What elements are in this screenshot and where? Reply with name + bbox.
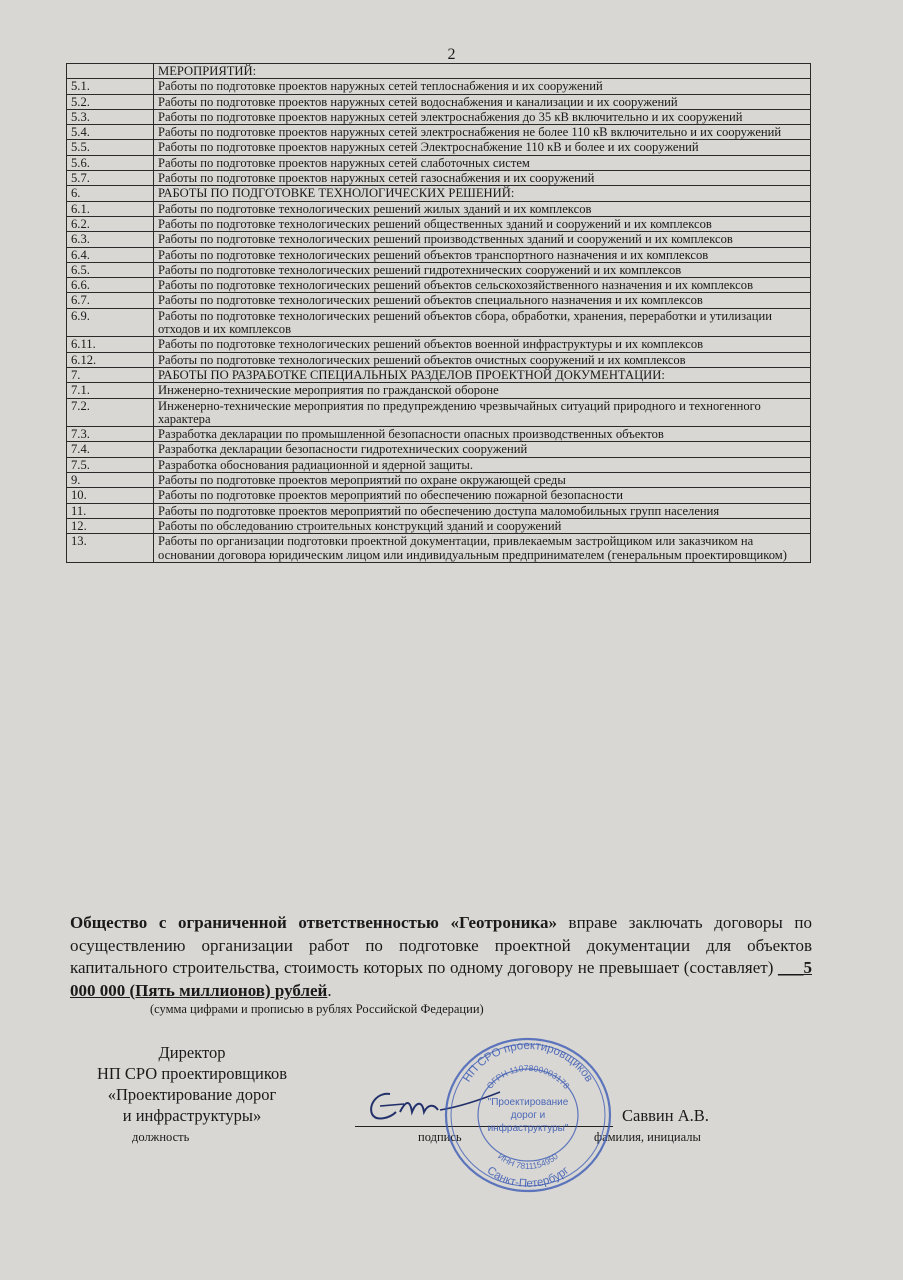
organization-name: Общество с ограниченной ответственностью «Геотроника»: [70, 913, 557, 932]
table-row: [67, 383, 811, 398]
seal-center-line1: "Проектирование: [487, 1097, 569, 1108]
signer-position-block: [64, 1042, 320, 1126]
table-row: [67, 201, 811, 216]
table-row: [67, 534, 811, 563]
row-number-cell: 10.: [67, 488, 154, 503]
row-number-cell: 7.2.: [67, 398, 154, 427]
row-description-cell: Работы по подготовке проектов наружных сетей теплоснабжения и их сооружений: [154, 79, 811, 94]
row-description-cell: Работы по подготовке проектов наружных сетей Электроснабжение 110 кВ и более и их сооружений: [154, 140, 811, 155]
row-number-cell: 5.4.: [67, 125, 154, 140]
row-description-cell: РАБОТЫ ПО ПОДГОТОВКЕ ТЕХНОЛОГИЧЕСКИХ РЕШЕНИЙ:: [154, 186, 811, 201]
table-row: [67, 503, 811, 518]
table-row: [67, 488, 811, 503]
row-description-cell: РАБОТЫ ПО РАЗРАБОТКЕ СПЕЦИАЛЬНЫХ РАЗДЕЛОВ ПРОЕКТНОЙ ДОКУМЕНТАЦИИ:: [154, 367, 811, 382]
row-description-cell: Работы по подготовке проектов мероприятий по обеспечению доступа маломобильных групп населения: [154, 503, 811, 518]
table-row: [67, 262, 811, 277]
row-number-cell: 7.5.: [67, 457, 154, 472]
row-description-cell: Работы по подготовке технологических решений гидротехнических сооружений и их комплексов: [154, 262, 811, 277]
table-row: [67, 94, 811, 109]
row-number-cell: 5.6.: [67, 155, 154, 170]
row-description-cell: Работы по подготовке технологических решений объектов транспортного назначения и их комплексов: [154, 247, 811, 262]
row-number-cell: 12.: [67, 518, 154, 533]
signer-position-line3: «Проектирование дорог: [107, 1085, 277, 1104]
row-number-cell: 5.5.: [67, 140, 154, 155]
table-row: [67, 427, 811, 442]
row-description-cell: Инженерно-технические мероприятия по предупреждению чрезвычайных ситуаций природного и техногенного характера: [154, 398, 811, 427]
table-row: [67, 140, 811, 155]
table-row: [67, 352, 811, 367]
row-number-cell: 6.11.: [67, 337, 154, 352]
table-row: [67, 171, 811, 186]
signer-position-line2: НП СРО проектировщиков: [96, 1064, 288, 1083]
page-number: 2: [447, 46, 456, 63]
seal-ogrn-text: ОГРН 1107800003178: [484, 1062, 572, 1091]
work-types-table: [66, 63, 811, 563]
row-number-cell: 6.12.: [67, 352, 154, 367]
table-row: [67, 278, 811, 293]
row-number-cell: 6.2.: [67, 216, 154, 231]
seal-inn-text: ИНН 7811154950: [496, 1151, 560, 1172]
row-description-cell: Работы по подготовке технологических решений объектов сбора, обработки, хранения, переработки и утилизации отходов и их комплексов: [154, 308, 811, 337]
seal-center-line2: дорог и: [510, 1110, 546, 1121]
table-row: [67, 398, 811, 427]
signer-position-line1: Директор: [158, 1043, 226, 1062]
row-number-cell: 9.: [67, 473, 154, 488]
organization-seal: [438, 1035, 618, 1195]
full-name-label: фамилия, инициалы: [594, 1130, 701, 1144]
row-description-cell: Работы по подготовке проектов наружных сетей газоснабжения и их сооружений: [154, 171, 811, 186]
table-row: [67, 109, 811, 124]
row-description-cell: Работы по подготовке технологических решений объектов военной инфраструктуры и их комплексов: [154, 337, 811, 352]
seal-city-text: Санкт-Петербург: [484, 1164, 572, 1191]
row-number-cell: 6.7.: [67, 293, 154, 308]
table-row: [67, 473, 811, 488]
row-description-cell: Разработка обоснования радиационной и ядерной защиты.: [154, 457, 811, 472]
row-description-cell: Работы по подготовке проектов мероприятий по обеспечению пожарной безопасности: [154, 488, 811, 503]
row-description-cell: Инженерно-технические мероприятия по гражданской обороне: [154, 383, 811, 398]
row-number-cell: 13.: [67, 534, 154, 563]
seal-center-line3: инфраструктуры": [487, 1123, 569, 1134]
row-description-cell: Работы по организации подготовки проектной документации, привлекаемым застройщиком или заказчиком на основании договора юридическим лицом или индивидуальным предпринимателем (генеральным проектировщиком): [154, 534, 811, 563]
row-description-cell: Работы по подготовке проектов наружных сетей водоснабжения и канализации и их сооружений: [154, 94, 811, 109]
row-number-cell: 6.4.: [67, 247, 154, 262]
table-row: [67, 367, 811, 382]
table-row: [67, 293, 811, 308]
row-description-cell: Работы по подготовке технологических решений жилых зданий и их комплексов: [154, 201, 811, 216]
row-number-cell: 5.7.: [67, 171, 154, 186]
contract-amount: ___5 000 000 (Пять миллионов) рублей: [70, 958, 812, 1000]
row-number-cell: 6.5.: [67, 262, 154, 277]
table-row: [67, 232, 811, 247]
table-row: [67, 216, 811, 231]
paragraph-end: .: [327, 980, 332, 1000]
row-number-cell: 6.3.: [67, 232, 154, 247]
row-description-cell: Работы по подготовке технологических решений производственных зданий и сооружений и их комплексов: [154, 232, 811, 247]
row-number-cell: 6.6.: [67, 278, 154, 293]
row-number-cell: 7.4.: [67, 442, 154, 457]
row-number-cell: 5.3.: [67, 109, 154, 124]
row-number-cell: 6.9.: [67, 308, 154, 337]
signature-label: подпись: [418, 1130, 462, 1144]
table-row: [67, 337, 811, 352]
row-number-cell: 7.1.: [67, 383, 154, 398]
table-row: [67, 64, 811, 79]
row-description-cell: Работы по подготовке проектов наружных сетей электроснабжения не более 110 кВ включительно и их сооружений: [154, 125, 811, 140]
position-label: должность: [132, 1130, 190, 1144]
amount-caption: (сумма цифрами и прописью в рублях Российской Федерации): [150, 1002, 484, 1016]
row-description-cell: Работы по подготовке технологических решений объектов сельскохозяйственного назначения и их комплексов: [154, 278, 811, 293]
table-row: [67, 125, 811, 140]
row-number-cell: 7.: [67, 367, 154, 382]
row-description-cell: Работы по обследованию строительных конструкций зданий и сооружений: [154, 518, 811, 533]
row-description-cell: Работы по подготовке проектов наружных сетей электроснабжения до 35 кВ включительно и их сооружений: [154, 109, 811, 124]
row-description-cell: Разработка декларации по промышленной безопасности опасных производственных объектов: [154, 427, 811, 442]
organization-permission-paragraph: [70, 912, 812, 1002]
row-description-cell: МЕРОПРИЯТИЙ:: [154, 64, 811, 79]
svg-text:ОГРН 1107800003178: [484, 1063, 571, 1091]
signer-position-line4: и инфраструктуры»: [122, 1106, 262, 1125]
row-description-cell: Работы по подготовке технологических решений объектов очистных сооружений и их комплексов: [154, 352, 811, 367]
row-description-cell: Разработка декларации безопасности гидротехнических сооружений: [154, 442, 811, 457]
table-row: [67, 247, 811, 262]
table-row: [67, 186, 811, 201]
row-description-cell: Работы по подготовке технологических решений общественных зданий и сооружений и их комплексов: [154, 216, 811, 231]
row-number-cell: 5.2.: [67, 94, 154, 109]
table-row: [67, 308, 811, 337]
row-number-cell: 6.: [67, 186, 154, 201]
table-row: [67, 79, 811, 94]
table-row: [67, 518, 811, 533]
row-description-cell: Работы по подготовке проектов наружных сетей слаботочных систем: [154, 155, 811, 170]
table-row: [67, 457, 811, 472]
row-number-cell: 5.1.: [67, 79, 154, 94]
row-description-cell: Работы по подготовке технологических решений объектов специального назначения и их комплексов: [154, 293, 811, 308]
table-row: [67, 442, 811, 457]
row-number-cell: [67, 64, 154, 79]
table-row: [67, 155, 811, 170]
row-number-cell: 11.: [67, 503, 154, 518]
seal-top-text: НП СРО проектировщиков: [461, 1039, 595, 1085]
signer-name: Саввин А.В.: [622, 1106, 709, 1125]
permission-text: вправе заключать договоры по осуществлению организации работ по подготовке проектной документации для объектов капитального строительства, стоимость которых по одному договору не превышает (составляет): [70, 913, 812, 977]
svg-text:НП СРО проектировщиков: [461, 1040, 595, 1084]
row-number-cell: 6.1.: [67, 201, 154, 216]
row-number-cell: 7.3.: [67, 427, 154, 442]
row-description-cell: Работы по подготовке проектов мероприятий по охране окружающей среды: [154, 473, 811, 488]
